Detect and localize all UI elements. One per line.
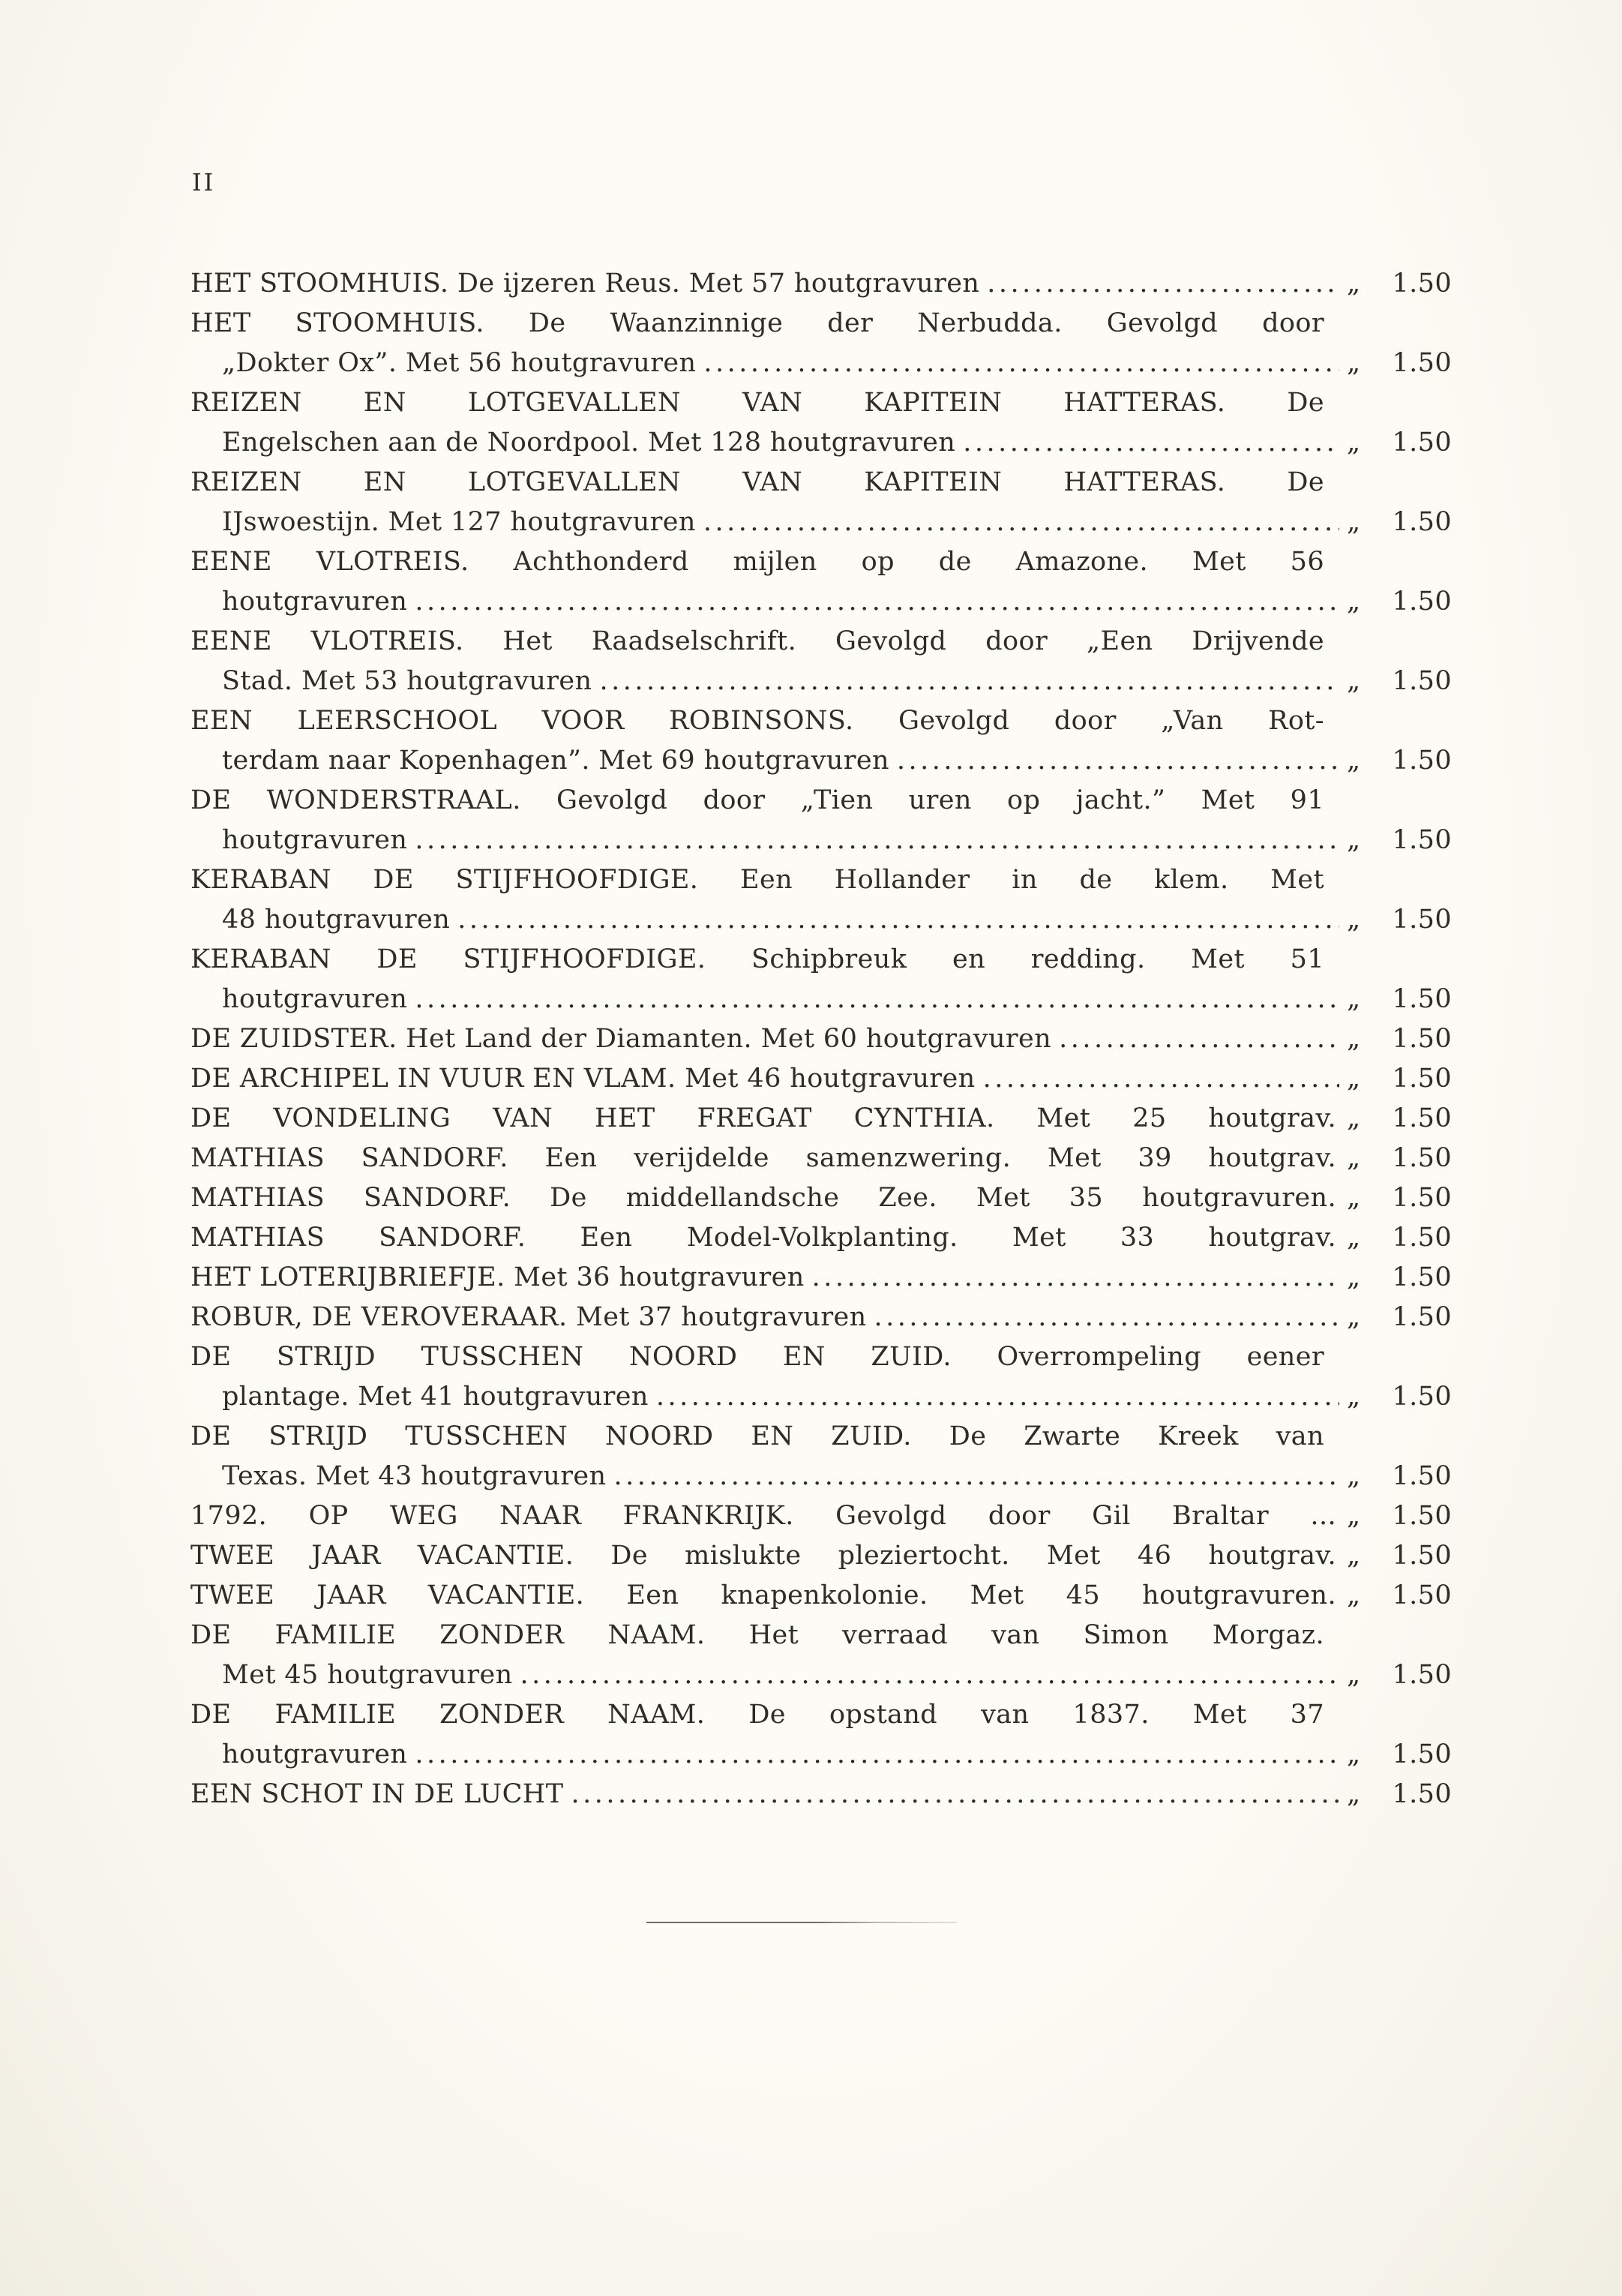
entry-line [190,1139,1452,1178]
price-value: 1.50 [1392,1461,1452,1491]
currency-mark: „ [1347,507,1361,537]
currency-mark: „ [1347,1660,1361,1690]
catalog-entry [190,463,1452,542]
entry-text: Engelschen aan de Noordpool. Met 128 houtgravuren [222,428,956,458]
price [1347,821,1452,860]
entry-line [190,1099,1452,1139]
dot-leader [415,821,1339,860]
catalog-entry [190,1258,1452,1298]
entry-line [190,900,1452,940]
entry-text: REIZEN EN LOTGEVALLEN VAN KAPITEIN HATTERAS. De [190,388,1324,418]
entry-line [190,1457,1452,1496]
dot-leader [600,662,1340,701]
price [1347,1139,1452,1178]
catalog-entry [190,1616,1452,1695]
price [1347,1457,1452,1496]
entry-text: plantage. Met 41 houtgravuren [222,1382,649,1412]
price [1347,582,1452,622]
entry-text: EENE VLOTREIS. Het Raadselschrift. Gevolgd door „Een Drijvende [190,626,1324,656]
currency-mark: „ [1347,1541,1361,1571]
entry-line [190,1735,1452,1775]
price [1347,1258,1452,1298]
entry-line [190,940,1452,980]
entry-text: DE FAMILIE ZONDER NAAM. De opstand van 1837. Met 37 [190,1700,1324,1730]
currency-mark: „ [1347,666,1361,696]
catalog-entry [190,264,1452,304]
currency-mark: „ [1347,428,1361,458]
entry-line [190,662,1452,701]
catalog-entry [190,1337,1452,1417]
entry-line [190,1218,1452,1258]
dot-leader [703,503,1339,542]
price [1347,1298,1452,1337]
currency-mark: „ [1347,1302,1361,1332]
dot-leader [987,264,1339,304]
entry-line [190,304,1452,344]
entry-text: 1792. OP WEG NAAR FRANKRIJK. Gevolgd door Gil Braltar ... [190,1501,1336,1531]
entry-line [190,1417,1452,1457]
entry-text: KERABAN DE STIJFHOOFDIGE. Een Hollander in de klem. Met [190,865,1324,895]
entry-line [190,1178,1452,1218]
entry-text: REIZEN EN LOTGEVALLEN VAN KAPITEIN HATTERAS. De [190,467,1324,497]
entry-text: Stad. Met 53 houtgravuren [222,666,592,696]
entry-text: 48 houtgravuren [222,905,451,935]
price [1347,264,1452,304]
price [1347,1536,1452,1576]
catalog-entry [190,1019,1452,1059]
entry-line [190,781,1452,821]
price [1347,1576,1452,1616]
entry-text: houtgravuren [222,1739,408,1769]
entry-line [190,423,1452,463]
price-value: 1.50 [1392,1223,1452,1253]
currency-mark: „ [1347,1262,1361,1292]
catalog-entry [190,1775,1452,1814]
entry-line [190,860,1452,900]
entry-text: HET STOOMHUIS. De Waanzinnige der Nerbudda. Gevolgd door [190,308,1324,338]
currency-mark: „ [1347,905,1361,935]
price-value: 1.50 [1392,1739,1452,1769]
entry-line [190,980,1452,1019]
catalog-entry [190,383,1452,463]
entry-line [190,1496,1452,1536]
currency-mark: „ [1347,1779,1361,1809]
price [1347,423,1452,463]
entry-text: MATHIAS SANDORF. Een verijdelde samenzwering. Met 39 houtgrav. [190,1143,1336,1173]
price-value: 1.50 [1392,1302,1452,1332]
catalog-entry [190,701,1452,781]
dot-leader [1059,1019,1339,1059]
catalog-entry [190,304,1452,383]
dot-leader [874,1298,1339,1337]
price-value: 1.50 [1392,1501,1452,1531]
price-value: 1.50 [1392,1779,1452,1809]
price [1347,1496,1452,1536]
entry-text: TWEE JAAR VACANTIE. De mislukte pleziertocht. Met 46 houtgrav. [190,1541,1336,1571]
price-value: 1.50 [1392,1103,1452,1133]
price-value: 1.50 [1392,269,1452,299]
price [1347,344,1452,383]
entry-line [190,1337,1452,1377]
price-value: 1.50 [1392,1183,1452,1213]
entry-line [190,383,1452,423]
currency-mark: „ [1347,1501,1361,1531]
entry-line [190,741,1452,781]
entry-text: MATHIAS SANDORF. Een Model-Volkplanting. Met 33 houtgrav. [190,1223,1336,1253]
entry-text: terdam naar Kopenhagen”. Met 69 houtgravuren [222,746,889,776]
entry-text: HET LOTERIJBRIEFJE. Met 36 houtgravuren [190,1262,805,1292]
entry-line [190,1536,1452,1576]
entry-line [190,463,1452,503]
catalog-entry [190,542,1452,622]
currency-mark: „ [1347,1382,1361,1412]
catalog-entry [190,1536,1452,1576]
currency-mark: „ [1347,269,1361,299]
entry-text: EEN SCHOT IN DE LUCHT [190,1779,564,1809]
entry-text: DE WONDERSTRAAL. Gevolgd door „Tien uren op jacht.” Met 91 [190,785,1324,815]
entry-line [190,344,1452,383]
catalog-entry [190,1298,1452,1337]
currency-mark: „ [1347,825,1361,855]
entry-line [190,1258,1452,1298]
entry-text: DE FAMILIE ZONDER NAAM. Het verraad van Simon Morgaz. [190,1620,1324,1650]
catalog-entry [190,781,1452,860]
entry-text: TWEE JAAR VACANTIE. Een knapenkolonie. Met 45 houtgravuren. [190,1580,1336,1610]
price [1347,1099,1452,1139]
entry-line [190,542,1452,582]
price [1347,900,1452,940]
currency-mark: „ [1347,1739,1361,1769]
price-value: 1.50 [1392,905,1452,935]
currency-mark: „ [1347,1223,1361,1253]
entry-text: DE STRIJD TUSSCHEN NOORD EN ZUID. De Zwarte Kreek van [190,1421,1324,1451]
catalog-entry [190,1496,1452,1536]
dot-leader [457,900,1339,940]
price [1347,1377,1452,1417]
catalog-entry [190,1099,1452,1139]
entry-text: KERABAN DE STIJFHOOFDIGE. Schipbreuk en redding. Met 51 [190,944,1324,974]
entry-text: DE ARCHIPEL IN VUUR EN VLAM. Met 46 houtgravuren [190,1064,976,1094]
currency-mark: „ [1347,1064,1361,1094]
entry-text: DE STRIJD TUSSCHEN NOORD EN ZUID. Overrompeling eener [190,1342,1324,1372]
dot-leader [812,1258,1339,1298]
currency-mark: „ [1347,348,1361,378]
entry-line [190,1298,1452,1337]
price [1347,503,1452,542]
entry-line [190,1377,1452,1417]
price-value: 1.50 [1392,587,1452,617]
entry-text: houtgravuren [222,825,408,855]
currency-mark: „ [1347,1103,1361,1133]
dot-leader [613,1457,1339,1496]
currency-mark: „ [1347,1580,1361,1610]
price-value: 1.50 [1392,428,1452,458]
entry-line [190,1616,1452,1655]
catalog-entry [190,860,1452,940]
entry-text: houtgravuren [222,984,408,1014]
price [1347,1655,1452,1695]
entry-line [190,622,1452,662]
price-value: 1.50 [1392,507,1452,537]
dot-leader [983,1059,1339,1099]
entry-line [190,1775,1452,1814]
catalog-entry [190,1139,1452,1178]
price-value: 1.50 [1392,1382,1452,1412]
catalog-entry [190,1576,1452,1616]
entry-text: IJswoestijn. Met 127 houtgravuren [222,507,696,537]
price-value: 1.50 [1392,1024,1452,1054]
price-value: 1.50 [1392,1580,1452,1610]
dot-leader [415,1735,1339,1775]
entry-text: DE ZUIDSTER. Het Land der Diamanten. Met 60 houtgravuren [190,1024,1052,1054]
entry-line [190,1655,1452,1695]
price-value: 1.50 [1392,825,1452,855]
price-value: 1.50 [1392,1064,1452,1094]
entry-line [190,701,1452,741]
entry-text: Texas. Met 43 houtgravuren [222,1461,607,1491]
catalog-list [190,264,1452,1814]
dot-leader [897,741,1339,781]
currency-mark: „ [1347,1024,1361,1054]
dot-leader [703,344,1339,383]
catalog-entry [190,1417,1452,1496]
entry-text: houtgravuren [222,587,408,617]
entry-text: ROBUR, DE VEROVERAAR. Met 37 houtgravuren [190,1302,867,1332]
catalog-entry [190,1218,1452,1258]
currency-mark: „ [1347,1183,1361,1213]
price-value: 1.50 [1392,666,1452,696]
catalog-entry [190,622,1452,701]
price [1347,1019,1452,1059]
currency-mark: „ [1347,746,1361,776]
dot-leader [415,980,1339,1019]
price [1347,1735,1452,1775]
catalog-entry [190,1695,1452,1775]
catalog-entry [190,1178,1452,1218]
entry-line [190,1059,1452,1099]
entry-line [190,503,1452,542]
entry-line [190,1695,1452,1735]
price-value: 1.50 [1392,1143,1452,1173]
dot-leader [571,1775,1339,1814]
page-number: II [192,168,216,197]
price-value: 1.50 [1392,1660,1452,1690]
price [1347,662,1452,701]
entry-text: MATHIAS SANDORF. De middellandsche Zee. Met 35 houtgravuren. [190,1183,1336,1213]
dot-leader [963,423,1339,463]
price-value: 1.50 [1392,746,1452,776]
entry-text: EENE VLOTREIS. Achthonderd mijlen op de Amazone. Met 56 [190,547,1324,577]
entry-text: HET STOOMHUIS. De ijzeren Reus. Met 57 houtgravuren [190,269,980,299]
catalog-entry [190,1059,1452,1099]
catalog-entry [190,940,1452,1019]
dot-leader [520,1655,1339,1695]
entry-line [190,821,1452,860]
entry-line [190,582,1452,622]
entry-text: „Dokter Ox”. Met 56 houtgravuren [222,348,697,378]
price-value: 1.50 [1392,1262,1452,1292]
entry-line [190,1576,1452,1616]
price-value: 1.50 [1392,1541,1452,1571]
entry-line [190,264,1452,304]
currency-mark: „ [1347,1461,1361,1491]
entry-text: DE VONDELING VAN HET FREGAT CYNTHIA. Met 25 houtgrav. [190,1103,1336,1133]
price [1347,980,1452,1019]
entry-line [190,1019,1452,1059]
entry-text: Met 45 houtgravuren [222,1660,513,1690]
dot-leader [415,582,1339,622]
price-value: 1.50 [1392,984,1452,1014]
currency-mark: „ [1347,587,1361,617]
currency-mark: „ [1347,984,1361,1014]
price [1347,741,1452,781]
price [1347,1218,1452,1258]
currency-mark: „ [1347,1143,1361,1173]
price [1347,1775,1452,1814]
price-value: 1.50 [1392,348,1452,378]
price [1347,1178,1452,1218]
price [1347,1059,1452,1099]
entry-text: EEN LEERSCHOOL VOOR ROBINSONS. Gevolgd door „Van Rot- [190,706,1324,736]
dot-leader [656,1377,1339,1417]
end-rule [646,1922,957,1923]
